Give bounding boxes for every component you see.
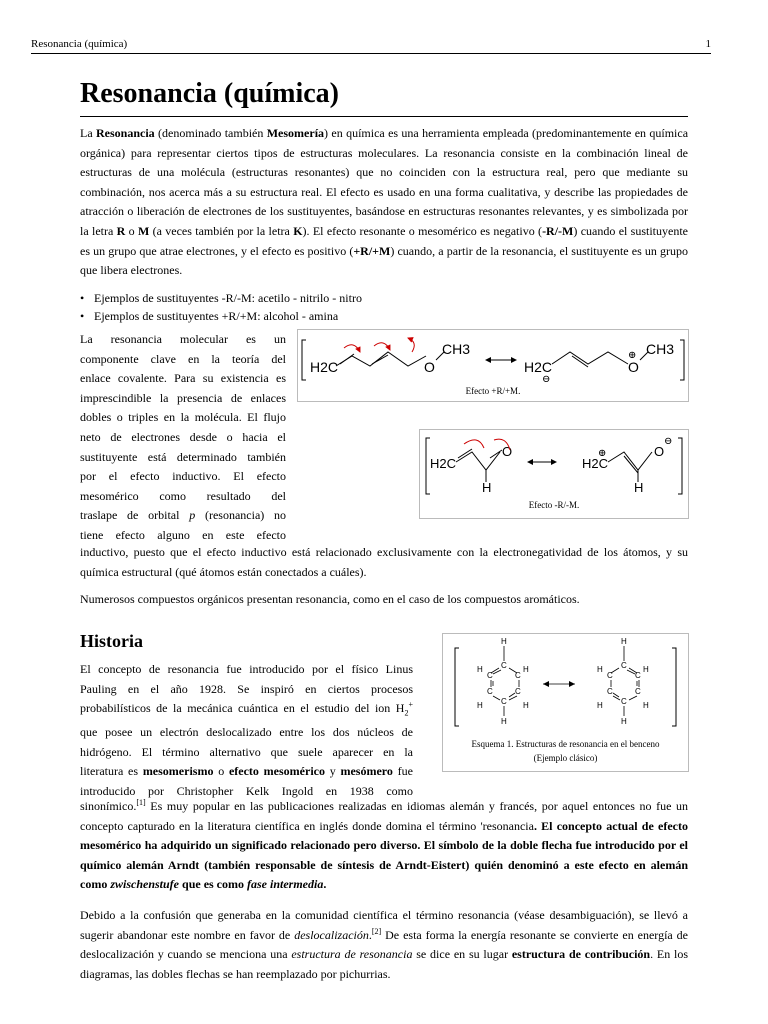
resonance-diagram-plus — [298, 330, 688, 386]
svg-text:H: H — [501, 717, 507, 726]
history-narrow-column: El concepto de resonancia fue introducido por el físico Linus Pauling en el año 1928. Se inspiró en ciertos procesos probabilísticos de la mecánica cuántica en el estudio del ion $H_2^+$ que posee un electrón deslocalizado entre los dos núcleos de hidrógeno. El término alternativo que suele aparecer en la literatura es mesomerismo o efecto mesomérico y mesómero fue introducido por Christopher Kelk Ingold en 1938 como — [80, 662, 413, 798]
svg-text:C: C — [501, 697, 507, 706]
svg-text:H2C: H2C — [430, 456, 457, 471]
figure-effect-plus-r — [297, 329, 689, 402]
svg-text:H: H — [643, 665, 649, 674]
figure-benzene — [442, 633, 689, 772]
intro-paragraph: La Resonancia (denominado también Mesomería) en química es una herramienta empleada (predominantemente en química orgánica) para representar ciertos tipos de estructuras moleculares. La resonancia consiste en la combinación lineal de estructuras de una molécula (estructuras resonantes) que no coinciden con la estructura real, pero que mediante su combinación, nos acerca más a su estructura real. El efecto es usado en una forma cualitativa, y describe las propiedades de atracción o liberación de electrones de los sustituyentes, basándose en estructuras resonantes relevantes, y es simbolizada por la letra R o M (a veces también por la letra K). El efecto resonante o mesomérico es negativo (-R/-M) cuando el sustituyente es un grupo que atrae electrones, y el efecto es positivo (+R/+M) cuando, a partir de la resonancia, el sustituyente es un grupo que libera electrones. — [80, 126, 689, 278]
list-item: • Ejemplos de sustituyentes +R/+M: alcohol - amina — [80, 307, 688, 325]
delocalization-paragraph: Debido a la confusión que generaba en la comunidad científica el término resonancia (véase desambiguación), se llevó a sugerir abandonar este nombre en favor de deslocalización.[2] De esta forma la energía resonante se convierte en energía de deslocalización y cuando se menciona una estructura de resonancia se dice en su lugar estructura de contribución. En los diagramas, las dobles flechas se han reemplazado por pichurrias. — [80, 908, 689, 981]
aromatic-paragraph: Numerosos compuestos orgánicos presentan resonancia, como en el caso de los compuestos aromáticos. — [80, 592, 580, 606]
page-title: Resonancia (química) — [80, 78, 688, 117]
figure-caption: Efecto -R/-M. — [528, 500, 580, 510]
svg-text:C: C — [487, 687, 493, 696]
svg-text:C: C — [607, 671, 613, 680]
svg-text:H: H — [621, 717, 627, 726]
svg-text:CH3: CH3 — [442, 341, 471, 357]
svg-text:H: H — [477, 665, 483, 674]
svg-text:C: C — [607, 687, 613, 696]
svg-text:C: C — [501, 661, 507, 670]
citation-link[interactable]: [1] — [136, 798, 146, 807]
svg-text:C: C — [621, 661, 627, 670]
resonance-paragraph-continued: inductivo, puesto que el efecto inductivo está relacionado exclusivamente con la electronegatividad de los átomos, y su química estructural (qué átomos están conectados a cuáles). — [80, 545, 688, 579]
svg-text:H: H — [643, 701, 649, 710]
svg-text:H: H — [621, 637, 627, 646]
substituent-list — [80, 289, 688, 325]
svg-text:H: H — [482, 480, 492, 495]
svg-text:C: C — [487, 671, 493, 680]
svg-text:O: O — [628, 359, 639, 375]
figure-caption: Efecto +R/+M. — [465, 386, 521, 396]
svg-text:H: H — [597, 701, 603, 710]
resonance-narrow-column: La resonancia molecular es un componente clave en la teoría del enlace covalente. Para su existencia es imprescindible la presencia de enlaces dobles o triples en la molécula. El flujo neto de electrones desde o hacia el sustituyente está determinado también por el efecto inductivo. El efecto mesomérico como resultado del traslape de orbital p (resonancia) no tiene efecto alguno en este efecto — [80, 332, 287, 542]
svg-text:H2C: H2C — [524, 359, 553, 375]
running-header — [31, 38, 711, 54]
history-paragraph-continued: sinonímico.[1] Es muy popular en las publicaciones realizadas en idiomas alemán y francés, por aquel entonces no fue un concepto capturado en la literatura científica en inglés donde domina el término 'resonancia. El concepto actual de efecto mesomérico ha adquirido un significado relacionado pero diverso. El símbolo de la doble flecha fue introducido por el químico alemán Arndt (también responsable de síntesis de Arndt-Eistert) quién denominó a este efecto en alemán como zwischenstufe que es como fase intermedia. — [80, 798, 688, 892]
svg-text:O: O — [502, 444, 513, 459]
svg-text:O: O — [654, 444, 665, 459]
svg-text:O: O — [424, 359, 435, 375]
svg-text:C: C — [635, 687, 641, 696]
section-heading-historia: Historia — [80, 631, 143, 651]
running-title: Resonancia (química) — [31, 38, 128, 50]
svg-text:⊖: ⊖ — [542, 374, 551, 385]
svg-text:CH3: CH3 — [646, 341, 675, 357]
svg-text:H: H — [501, 637, 507, 646]
citation-link[interactable]: [2] — [371, 926, 382, 936]
resonance-diagram-minus — [420, 430, 688, 500]
svg-text:⊕: ⊕ — [628, 350, 637, 361]
svg-text:C: C — [515, 671, 521, 680]
svg-text:H: H — [597, 665, 603, 674]
svg-text:H: H — [523, 665, 529, 674]
list-item: • Ejemplos de sustituyentes -R/-M: acetilo - nitrilo - nitro — [80, 289, 688, 307]
svg-text:H: H — [523, 701, 529, 710]
svg-text:C: C — [515, 687, 521, 696]
benzene-diagram — [443, 634, 688, 734]
figure-effect-minus-r — [419, 429, 689, 519]
svg-text:H2C: H2C — [310, 359, 339, 375]
svg-text:H2C: H2C — [582, 456, 609, 471]
svg-text:H: H — [477, 701, 483, 710]
svg-text:H: H — [634, 480, 644, 495]
svg-text:⊕: ⊕ — [598, 448, 607, 459]
svg-text:C: C — [621, 697, 627, 706]
figure-caption: Esquema 1. Estructuras de resonancia en el benceno (Ejemplo clásico) — [471, 739, 660, 763]
svg-text:C: C — [635, 671, 641, 680]
svg-text:⊖: ⊖ — [664, 436, 673, 447]
page-number: 1 — [705, 38, 711, 50]
